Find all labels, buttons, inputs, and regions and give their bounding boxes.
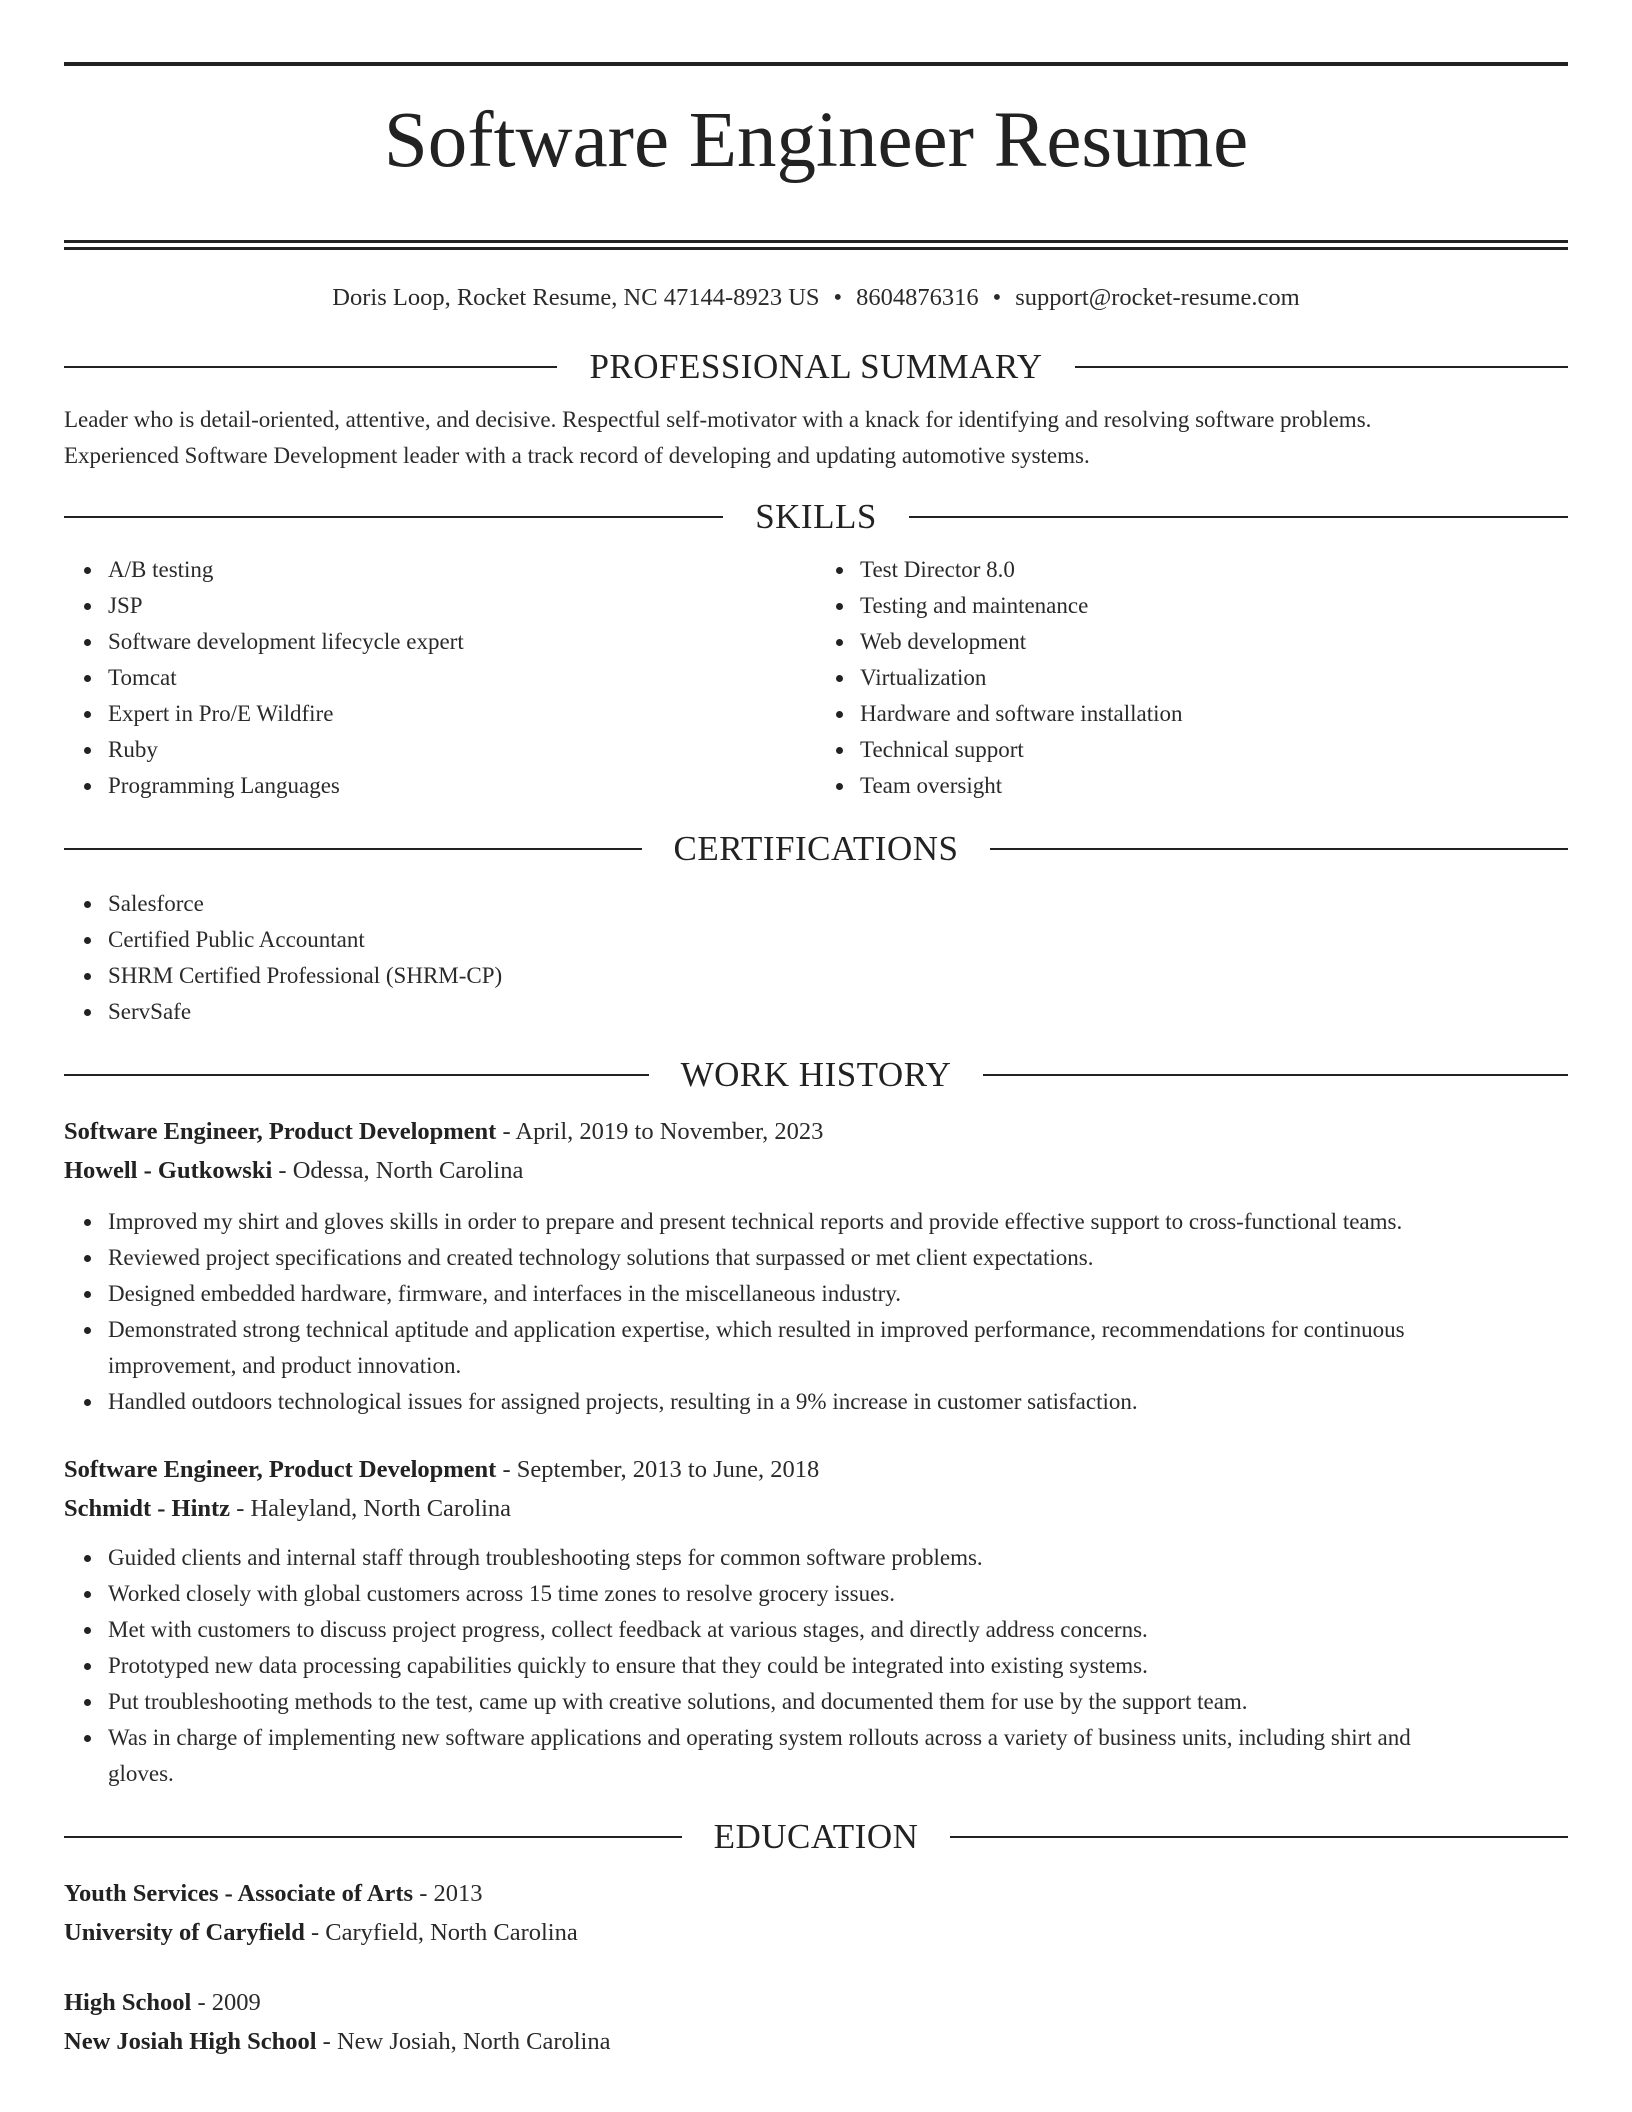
section-title-certifications: CERTIFICATIONS: [673, 829, 959, 868]
heading-rule-left: [64, 366, 557, 368]
certifications-list: [64, 886, 1568, 1030]
heading-rule-left: [64, 848, 642, 850]
skill-item: Virtualization: [860, 660, 1568, 696]
job-location: Haleyland, North Carolina: [250, 1495, 512, 1522]
job-title-line: [64, 1450, 1568, 1489]
heading-rule-right: [983, 1074, 1568, 1076]
job-bullet: Reviewed project specifications and created technology solutions that surpassed or met client expectations.: [108, 1240, 1568, 1276]
section-education-heading: [64, 1814, 1568, 1860]
education-location: Caryfield, North Carolina: [325, 1919, 578, 1946]
education-entry: [64, 1983, 1568, 2061]
certification-item: ServSafe: [108, 994, 1568, 1030]
contact-line: [64, 278, 1568, 318]
certification-item: Salesforce: [108, 886, 1568, 922]
section-summary-heading: [64, 344, 1568, 390]
dash: -: [311, 1919, 320, 1946]
summary-line: Leader who is detail-oriented, attentive, and decisive. Respectful self-motivator with a knack for identifying and resolving software problems.: [64, 407, 1372, 432]
dash: -: [197, 1989, 206, 2016]
section-work-heading: [64, 1052, 1568, 1098]
education-entry: [64, 1874, 1568, 1952]
education-school: New Josiah High School: [64, 2028, 317, 2055]
heading-rule-right: [950, 1836, 1568, 1838]
job-bullet: [108, 1720, 1568, 1792]
job-bullet: Guided clients and internal staff through troubleshooting steps for common software problems.: [108, 1540, 1568, 1576]
job-bullet: Handled outdoors technological issues for assigned projects, resulting in a 9% increase in customer satisfaction.: [108, 1384, 1568, 1420]
job-bullets: [64, 1540, 1568, 1792]
heading-rule-right: [909, 516, 1568, 518]
summary-text: [64, 402, 1568, 474]
job-bullet: Put troubleshooting methods to the test, came up with creative solutions, and documented them for use by the support team.: [108, 1684, 1568, 1720]
education-school-line: [64, 2022, 1568, 2061]
job-bullet-line: improvement, and product innovation.: [108, 1353, 462, 1378]
skill-item: A/B testing: [108, 552, 816, 588]
skill-item: Testing and maintenance: [860, 588, 1568, 624]
job-company: Howell - Gutkowski: [64, 1157, 273, 1184]
contact-address: Doris Loop, Rocket Resume, NC 47144-8923 US: [332, 284, 820, 311]
summary-line: Experienced Software Development leader with a track record of developing and updating automotive systems.: [64, 443, 1090, 468]
certification-item: SHRM Certified Professional (SHRM-CP): [108, 958, 1568, 994]
dash: -: [322, 2028, 331, 2055]
job-bullet: Improved my shirt and gloves skills in order to prepare and present technical reports and provide effective support to cross-functional teams.: [108, 1204, 1568, 1240]
contact-separator: •: [992, 284, 1002, 311]
skill-item: Technical support: [860, 732, 1568, 768]
skill-item: Test Director 8.0: [860, 552, 1568, 588]
skill-item: Hardware and software installation: [860, 696, 1568, 732]
section-skills-heading: [64, 494, 1568, 540]
job-company-line: [64, 1489, 1568, 1528]
dash: -: [236, 1495, 245, 1522]
section-certifications-heading: [64, 826, 1568, 872]
job-title: Software Engineer, Product Development: [64, 1118, 497, 1145]
education-year: 2009: [211, 1989, 261, 2016]
contact-phone: 8604876316: [856, 284, 979, 311]
job-bullet-line: Was in charge of implementing new software applications and operating system rollouts across a variety of business units, including shirt and: [108, 1725, 1411, 1750]
skill-item: Web development: [860, 624, 1568, 660]
heading-rule-left: [64, 1074, 649, 1076]
job-entry: [64, 1112, 1568, 1420]
job-dates: September, 2013 to June, 2018: [516, 1456, 820, 1483]
skill-item: Tomcat: [108, 660, 816, 696]
job-title: Software Engineer, Product Development: [64, 1456, 497, 1483]
education-degree-line: [64, 1983, 1568, 2022]
section-title-summary: PROFESSIONAL SUMMARY: [589, 347, 1043, 386]
job-bullet: [108, 1312, 1568, 1384]
skill-item: JSP: [108, 588, 816, 624]
job-title-line: [64, 1112, 1568, 1151]
contact-separator: •: [833, 284, 843, 311]
job-company-line: [64, 1151, 1568, 1190]
dash: -: [419, 1880, 428, 1907]
heading-rule-left: [64, 1836, 682, 1838]
skills-columns: [64, 552, 1568, 804]
certification-item: Certified Public Accountant: [108, 922, 1568, 958]
skill-item: Software development lifecycle expert: [108, 624, 816, 660]
dash: -: [502, 1456, 511, 1483]
job-dates: April, 2019 to November, 2023: [515, 1118, 824, 1145]
job-company: Schmidt - Hintz: [64, 1495, 231, 1522]
skill-item: Ruby: [108, 732, 816, 768]
skills-list-left: [64, 552, 816, 804]
skill-item: Expert in Pro/E Wildfire: [108, 696, 816, 732]
education-degree: Youth Services - Associate of Arts: [64, 1880, 414, 1907]
job-bullet: Designed embedded hardware, firmware, and interfaces in the miscellaneous industry.: [108, 1276, 1568, 1312]
contact-email: support@rocket-resume.com: [1015, 284, 1300, 311]
education-year: 2013: [433, 1880, 483, 1907]
education-school-line: [64, 1913, 1568, 1952]
section-title-education: EDUCATION: [713, 1817, 919, 1856]
section-title-work: WORK HISTORY: [680, 1055, 952, 1094]
education-school: University of Caryfield: [64, 1919, 305, 1946]
job-location: Odessa, North Carolina: [292, 1157, 524, 1184]
skills-list-right: [816, 552, 1568, 804]
job-bullets: [64, 1204, 1568, 1420]
job-bullet-line: gloves.: [108, 1761, 174, 1786]
job-bullet: Worked closely with global customers across 15 time zones to resolve grocery issues.: [108, 1576, 1568, 1612]
section-title-skills: SKILLS: [755, 497, 877, 536]
dash: -: [502, 1118, 511, 1145]
heading-rule-right: [1075, 366, 1568, 368]
dash: -: [278, 1157, 287, 1184]
title-double-rule: [64, 240, 1568, 250]
education-degree: High School: [64, 1989, 192, 2016]
job-bullet-line: Demonstrated strong technical aptitude and application expertise, which resulted in improved performance, recommendations for continuous: [108, 1317, 1405, 1342]
resume-page: [64, 0, 1568, 2061]
job-bullet: Prototyped new data processing capabilities quickly to ensure that they could be integrated into existing systems.: [108, 1648, 1568, 1684]
skill-item: Team oversight: [860, 768, 1568, 804]
education-degree-line: [64, 1874, 1568, 1913]
education-location: New Josiah, North Carolina: [336, 2028, 611, 2055]
heading-rule-right: [990, 848, 1568, 850]
job-bullet: Met with customers to discuss project progress, collect feedback at various stages, and directly address concerns.: [108, 1612, 1568, 1648]
skill-item: Programming Languages: [108, 768, 816, 804]
job-entry: [64, 1450, 1568, 1792]
page-title: Software Engineer Resume: [383, 97, 1249, 184]
heading-rule-left: [64, 516, 723, 518]
